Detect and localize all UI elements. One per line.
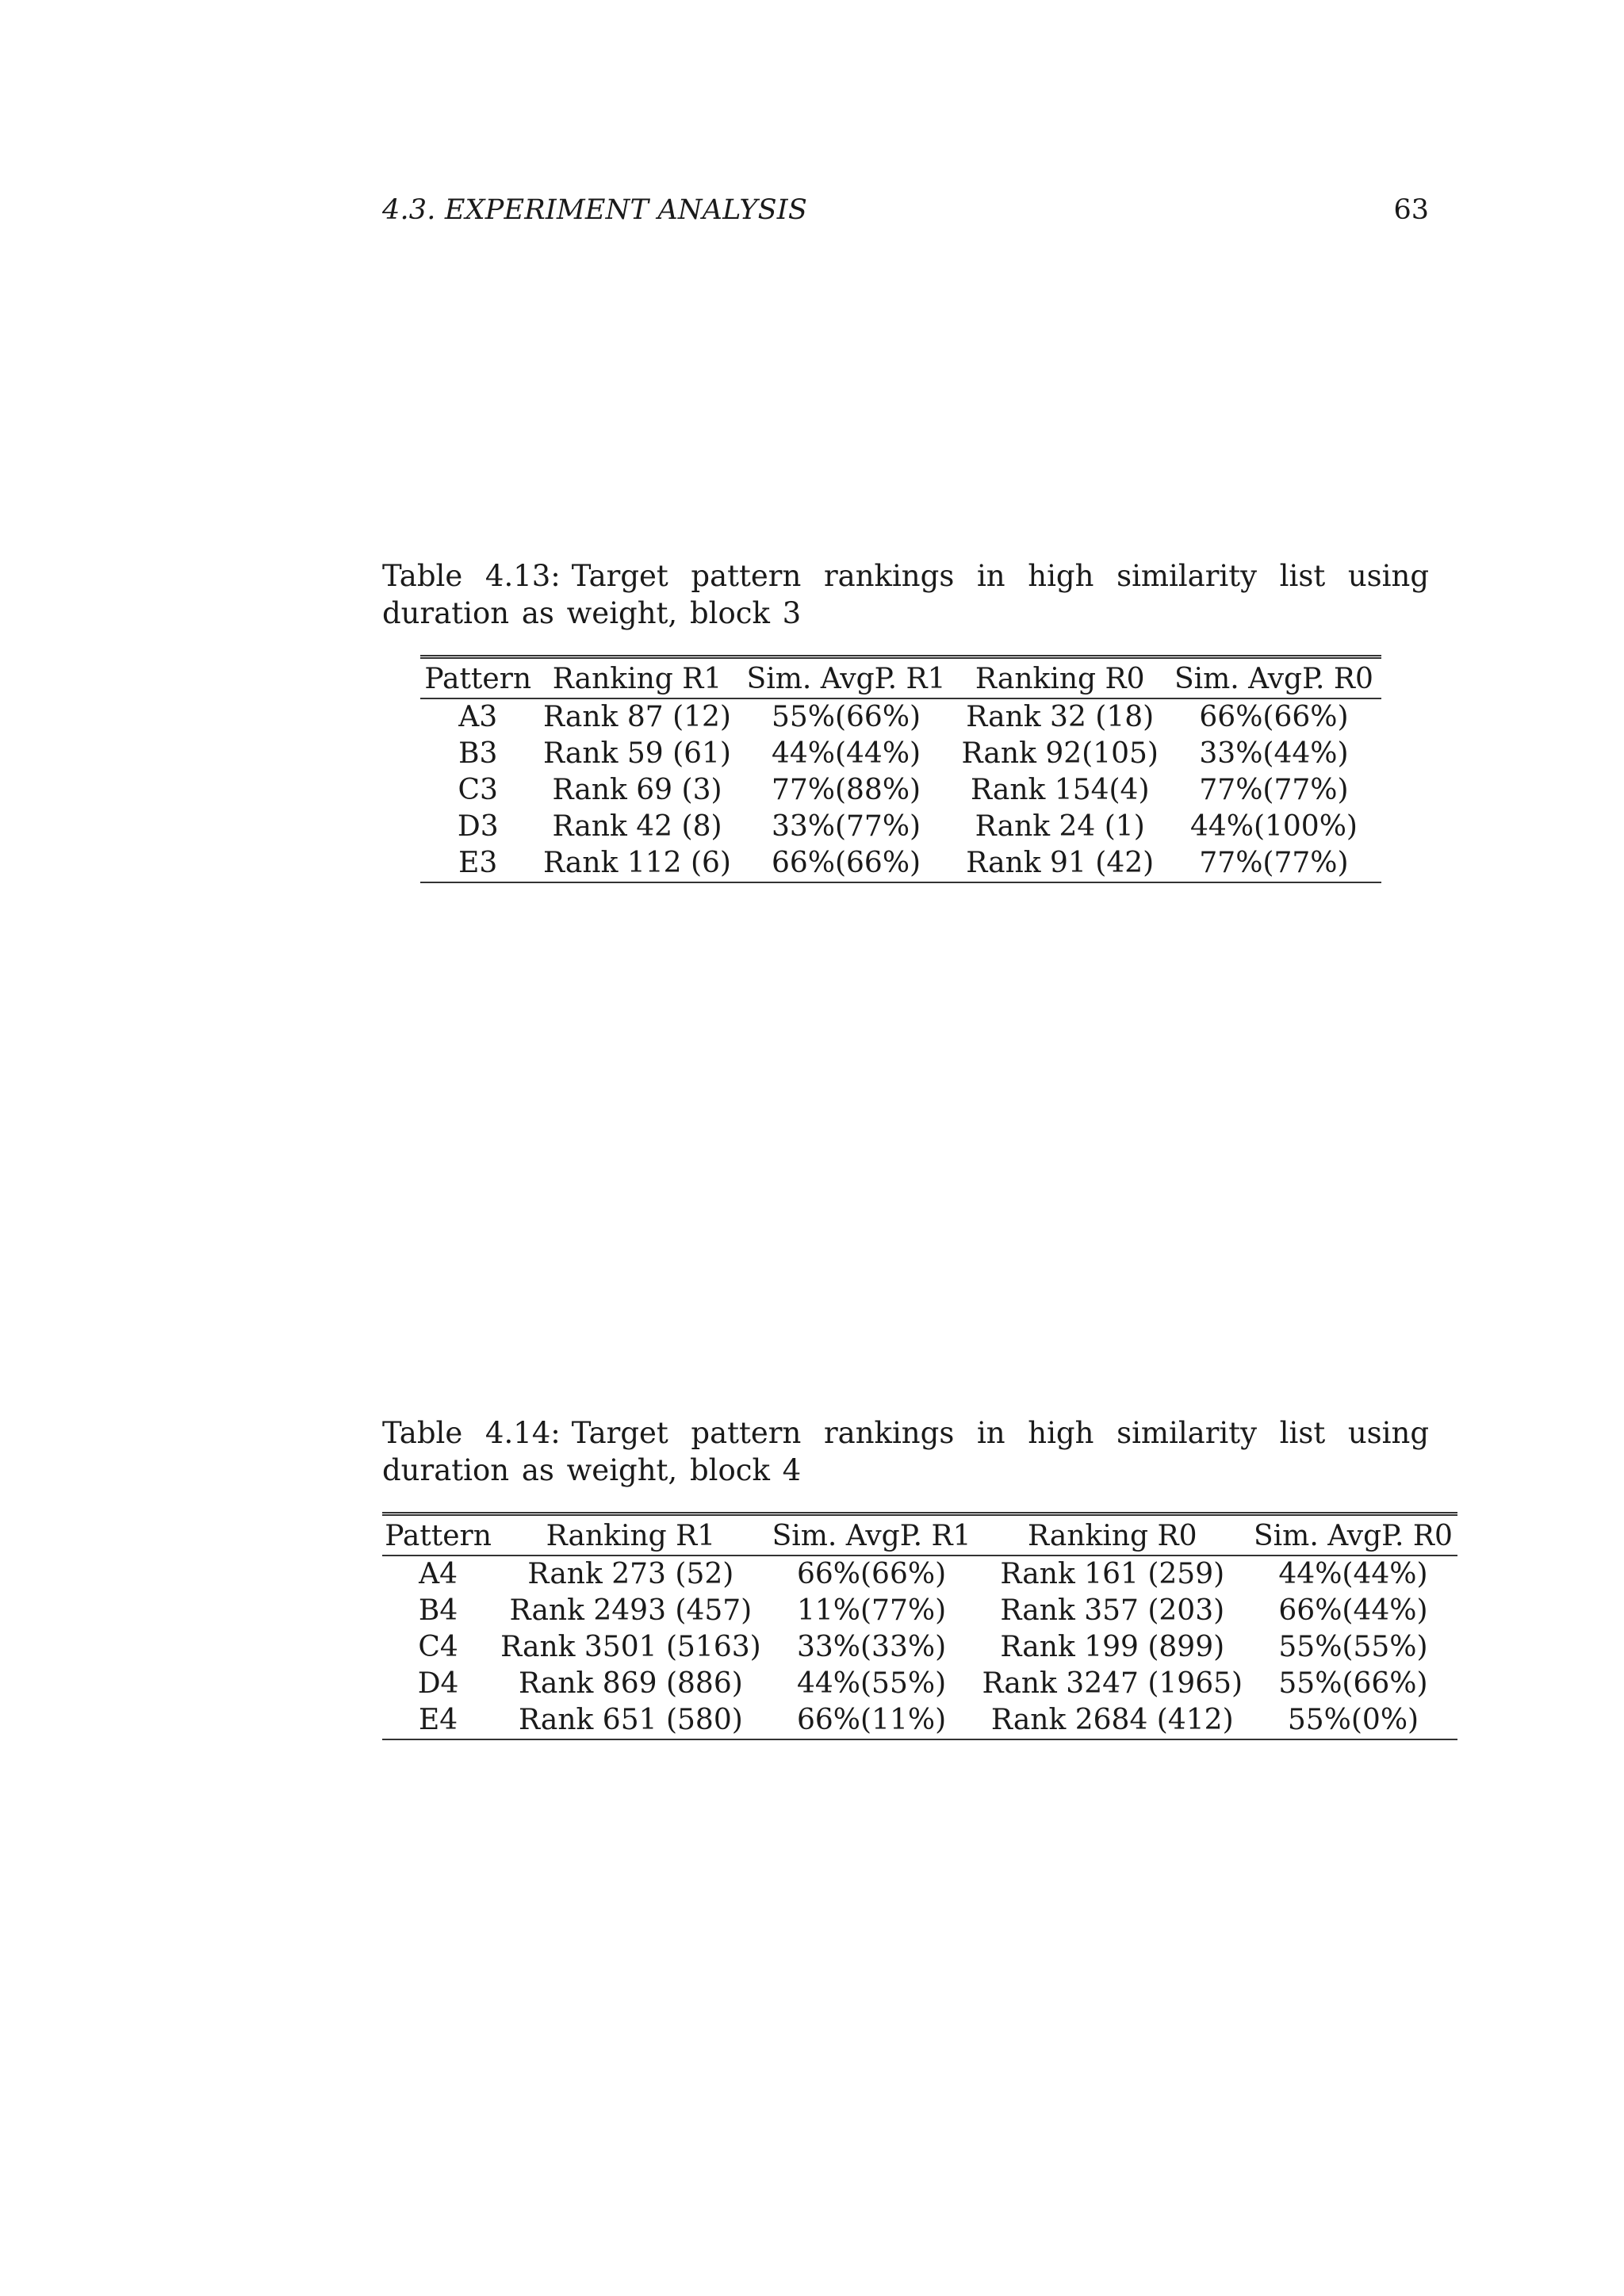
table-cell: 55%(66%) [771,701,921,733]
column-header: Pattern [420,657,536,699]
table-cell: Rank 869 (886) [518,1667,743,1700]
table-cell: Rank 651 (580) [494,1702,767,1739]
column-header: Ranking R1 [536,657,739,699]
table-cell: Rank 357 (203) [1000,1594,1225,1627]
table-cell: 66%(11%) [768,1702,976,1739]
caption-label: Table 4.13: [382,559,561,593]
table-cell: 33%(44%) [1199,737,1349,770]
table-row [382,1593,1457,1629]
table-cell: D3 [457,810,499,843]
table-cell: 66%(44%) [1278,1594,1428,1627]
table-cell: Rank 92(105) [961,737,1159,770]
table-row [382,1666,1457,1702]
table-cell: 77%(88%) [771,774,921,806]
table-cell: Rank 24 (1) [975,810,1145,843]
table-cell: Rank 199 (899) [1000,1631,1225,1663]
column-header: Ranking R1 [494,1514,767,1556]
table-cell: A3 [458,701,498,733]
table-row [382,1702,1457,1739]
table-cell: E4 [382,1702,494,1739]
table-cell: B4 [418,1594,458,1627]
caption-text: Target pattern rankings in high similarity list using duration as weight, block 3 [382,559,1429,630]
table-header-row [420,657,1381,699]
table-cell: 33%(77%) [771,810,921,843]
table-cell: Rank 112 (6) [536,845,739,882]
column-header: Sim. AvgP. R1 [738,657,953,699]
table-caption-4-14 [382,1414,1429,1489]
table-cell: 44%(100%) [1189,810,1358,843]
caption-label: Table 4.14: [382,1416,561,1450]
table-cell: 33%(33%) [797,1631,947,1663]
table-4-13 [420,655,1381,883]
table-cell: Rank 154(4) [970,774,1150,806]
page-number: 63 [1393,194,1429,226]
table-row [420,736,1381,772]
table-cell: 44%(44%) [1278,1558,1428,1590]
table-cell: C3 [458,774,498,806]
caption-text: Target pattern rankings in high similarity list using duration as weight, block 4 [382,1416,1429,1487]
table-cell: 77%(77%) [1166,845,1381,882]
section-title: 4.3. EXPERIMENT ANALYSIS [382,194,808,226]
table-cell: 55%(0%) [1249,1702,1457,1739]
table-cell: 66%(66%) [738,845,953,882]
table-cell: E3 [420,845,536,882]
running-head [382,190,1429,230]
table-cell: Rank 59 (61) [542,737,731,770]
table-cell: 55%(55%) [1278,1631,1428,1663]
column-header: Ranking R0 [954,657,1166,699]
table-header-row [382,1514,1457,1556]
column-header: Ranking R0 [976,1514,1249,1556]
column-header: Sim. AvgP. R0 [1166,657,1381,699]
column-header: Sim. AvgP. R1 [768,1514,976,1556]
table-cell: 66%(66%) [797,1558,947,1590]
table-cell: Rank 42 (8) [552,810,722,843]
table-row [420,845,1381,882]
table-cell: 77%(77%) [1199,774,1349,806]
table-cell: 11%(77%) [797,1594,947,1627]
table-cell: Rank 161 (259) [1000,1558,1225,1590]
table-cell: Rank 91 (42) [954,845,1166,882]
table-caption-4-13 [382,557,1429,632]
table-cell: Rank 69 (3) [552,774,722,806]
table-cell: 44%(44%) [771,737,921,770]
table-cell: 44%(55%) [797,1667,947,1700]
table-cell: B3 [458,737,498,770]
table-row [420,698,1381,736]
table-cell: C4 [418,1631,458,1663]
table-cell: 55%(66%) [1278,1667,1428,1700]
table-cell: Rank 2684 (412) [976,1702,1249,1739]
table-cell: A4 [419,1558,458,1590]
column-header: Sim. AvgP. R0 [1249,1514,1457,1556]
table-cell: 66%(66%) [1199,701,1349,733]
table-cell: Rank 2493 (457) [509,1594,753,1627]
column-header: Pattern [382,1514,494,1556]
table-cell: Rank 32 (18) [966,701,1155,733]
table-cell: Rank 3501 (5163) [500,1631,761,1663]
table-cell: D4 [417,1667,459,1700]
table-cell: Rank 87 (12) [542,701,731,733]
table-row [420,809,1381,845]
table-row [420,772,1381,809]
table-cell: Rank 3247 (1965) [982,1667,1243,1700]
table-4-14 [382,1512,1457,1740]
table-row [382,1629,1457,1666]
table-cell: Rank 273 (52) [527,1558,734,1590]
table-row [382,1556,1457,1593]
